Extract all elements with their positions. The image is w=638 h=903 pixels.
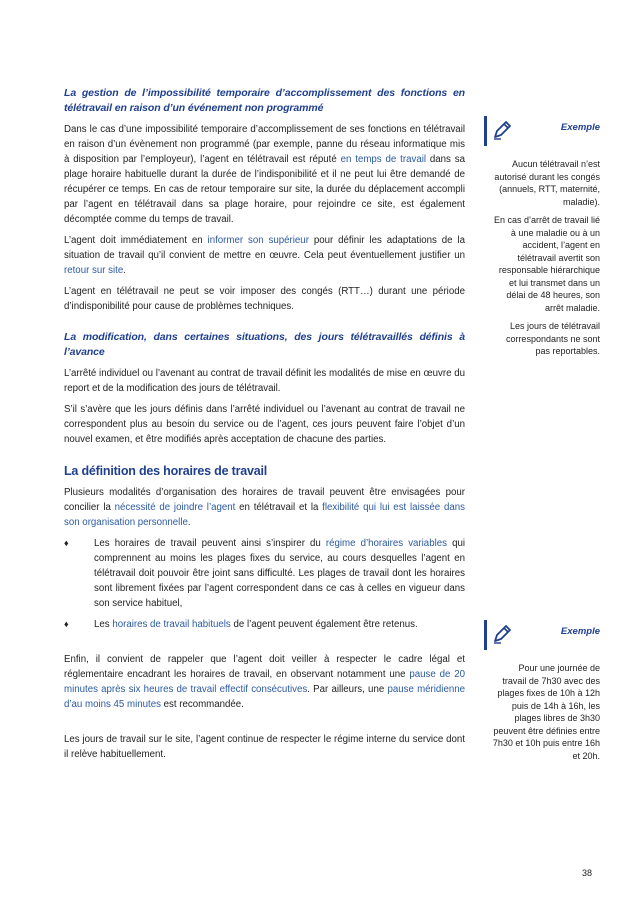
paragraph: S’il s’avère que les jours définis dans l’arrêté individuel ou l’avenant au contrat de travail ne correspondent plus au besoin du service ou de l’agent, ces jours peuvent faire l’objet d’un nouvel examen, et être modifiés après acceptation de chacune des parties. <box>64 404 465 445</box>
main-content <box>64 86 465 768</box>
text-run: Enfin, il convient de rappeler que l’agent doit veiller à respecter le cadre légal et réglementaire encadrant les horaires de travail, en observant notamment une <box>64 654 465 680</box>
text-run: Plusieurs modalités d’organisation des horaires de travail peuvent être envisagées pour concilier la <box>64 487 465 513</box>
sidebar-content <box>492 662 600 768</box>
paragraph: L’agent en télétravail ne peut se voir imposer des congés (RTT…) durant une période d’indisponibilité pour cause de problèmes techniques. <box>64 286 465 312</box>
sidebar-title: Exemple <box>560 626 600 637</box>
highlight-horaires-habituels: horaires de travail habituels <box>112 619 231 630</box>
text-run: qui comprennent au moins les plages fixes du service, au cours desquelles l’agent en télétravail doit pouvoir être joint sans difficulté. Les plages de travail dont les horaires sont librement fixées par l’agent correspondent dans ce cas à celles en vigueur dans son service habituel, <box>94 538 465 609</box>
text-run: est recommandée. <box>160 699 244 710</box>
text-run: Les horaires de travail peuvent ainsi s’inspirer du <box>94 538 326 549</box>
highlight-pause-20: pause de 20 minutes après six heures de travail effectif consécutives <box>64 669 465 695</box>
text-run: en télétravail et la <box>235 502 323 513</box>
sidebar-paragraph: Aucun télétravail n’est autorisé durant les congés (annuels, RTT, maternité, maladie). <box>494 159 600 207</box>
diamond-bullet-icon: ♦ <box>64 619 69 629</box>
paragraph <box>64 233 465 278</box>
spacer <box>64 320 465 330</box>
text-run: Dans le cas d’une impossibilité temporaire d’accomplissement de ses fonctions en télétravail en raison d’un évènement non programmé (par exemple, panne du réseau informatique mis à disposition par l’employeur), l’agent en télétravail est réputé <box>64 124 465 165</box>
sidebar-rule <box>484 620 487 650</box>
page-number: 38 <box>582 868 593 878</box>
paragraph: L’arrêté individuel ou l’avenant au contrat de travail définit les modalités de mise en œuvre du report et de la modification des jours de télétravail. <box>64 368 465 394</box>
text-run: L’agent doit immédiatement en <box>64 235 208 246</box>
sidebar-content <box>492 158 600 364</box>
text-run: . <box>187 517 191 528</box>
text-run: . <box>123 265 126 276</box>
text-run: . Par ailleurs, une <box>307 684 388 695</box>
text-run: de l’agent peuvent également être retenus. <box>230 619 418 630</box>
highlight-flexibilite: flexibilité qui lui est laissée dans son organisation personnelle <box>64 502 465 528</box>
sidebar-paragraph: Pour une journée de travail de 7h30 avec des plages fixes de 10h à 12h puis de 14h à 16h, les plages libres de 3h30 peuvent être définies entre 7h30 et 10h puis entre 16h et 20h. <box>492 663 600 761</box>
bullet-item <box>64 617 465 632</box>
sidebar-paragraph: Les jours de télétravail correspondants ne sont pas reportables. <box>505 321 600 356</box>
section-heading-impossibilite: La gestion de l’impossibilité temporaire d’accomplissement des fonctions en télétravail en raison d’un événement non programmé <box>64 87 465 114</box>
spacer <box>64 638 465 652</box>
highlight-informer-superieur: informer son supérieur <box>207 235 309 246</box>
text-run: pour définir les adaptations de la situation de travail qu’il convient de mettre en œuvre. Cela peut éventuellement justifier un <box>64 235 465 261</box>
text-run: Les <box>94 619 113 630</box>
pen-icon <box>492 624 512 644</box>
sidebar-rule <box>484 116 487 146</box>
bullet-item <box>64 536 465 611</box>
highlight-necessite-joindre: nécessité de joindre l’agent <box>114 502 236 513</box>
paragraph <box>64 485 465 530</box>
highlight-horaires-variables: régime d’horaires variables <box>325 538 447 549</box>
paragraph <box>64 652 465 712</box>
highlight-retour-site: retour sur site <box>64 265 124 276</box>
spacer <box>64 453 465 463</box>
sidebar-title: Exemple <box>560 122 600 133</box>
text-run: dans sa plage horaire habituelle durant la durée de l’indisponibilité et il ne peut lui être demandé de récupérer ce temps. En cas de retour temporaire sur site, la durée du déplacement accompli par l’agent en télétravail dans sa plage horaire, pour rejoindre ce site, est également décomptée comme du temps de travail. <box>64 154 465 225</box>
diamond-bullet-icon: ♦ <box>64 538 69 548</box>
pen-icon <box>492 120 512 140</box>
section-heading-modification: La modification, dans certaines situations, des jours télétravaillés définis à l’avance <box>64 331 465 358</box>
highlight-pause-meridienne: pause méridienne d’au moins 45 minutes <box>64 684 466 710</box>
sidebar-paragraph: En cas d’arrêt de travail lié à une maladie ou à un accident, l’agent en télétravail avertit son responsable hiérarchique et lui transmet dans un délai de 48 heures, son arrêt maladie. <box>493 215 600 313</box>
spacer <box>64 718 465 732</box>
section-heading-horaires: La définition des horaires de travail <box>64 464 268 478</box>
highlight-temps-travail: en temps de travail <box>340 154 427 165</box>
paragraph <box>64 122 465 227</box>
paragraph: Les jours de travail sur le site, l’agent continue de respecter le régime interne du service dont il relève habituellement. <box>64 734 465 760</box>
